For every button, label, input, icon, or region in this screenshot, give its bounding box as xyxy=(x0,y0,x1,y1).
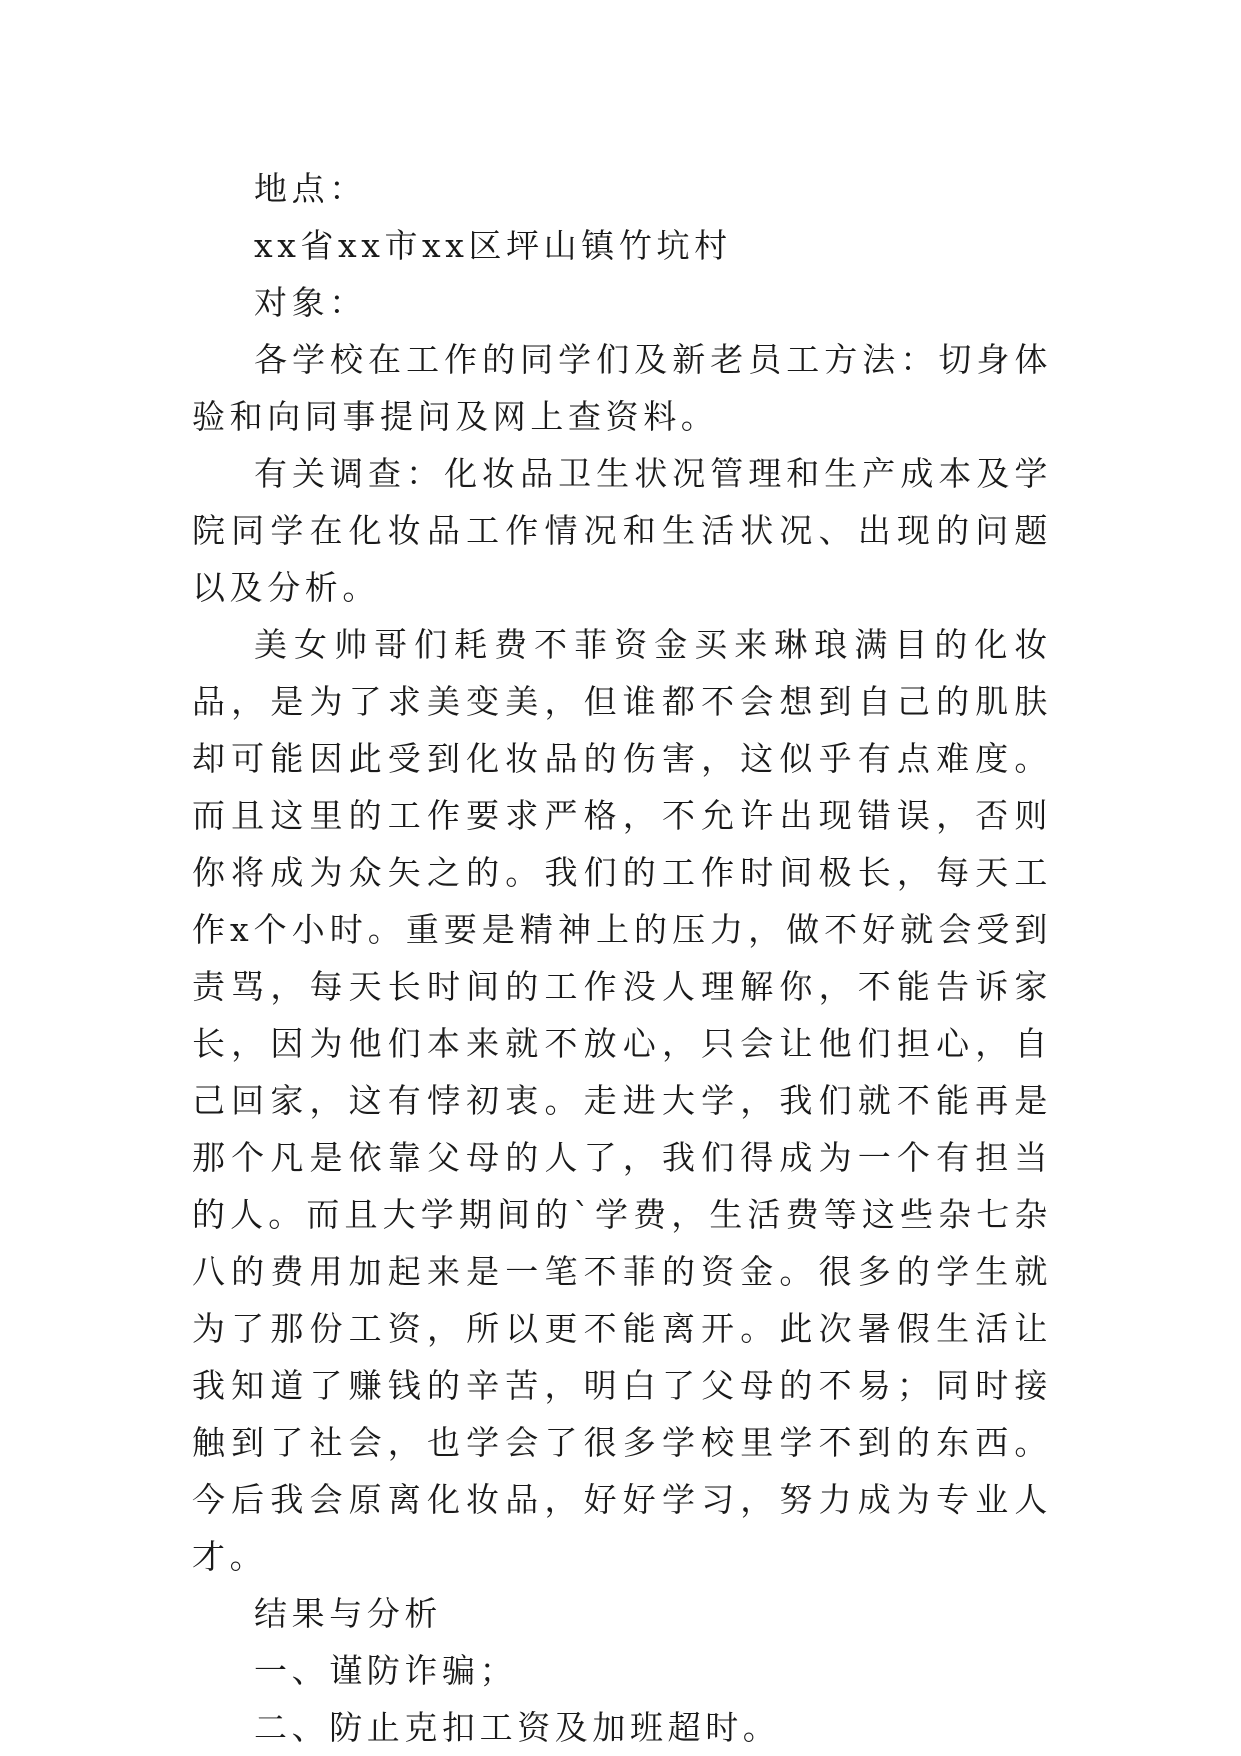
survey-topic-paragraph: 有关调查：化妆品卫生状况管理和生产成本及学院同学在化妆品工作情况和生活状况、出现的问题以及分析。 xyxy=(192,454,1052,607)
location-label: 地点： xyxy=(254,169,367,208)
result-item-2: 二、防止克扣工资及加班超时。 xyxy=(254,1708,781,1747)
body-paragraph: 美女帅哥们耗费不菲资金买来琳琅满目的化妆品，是为了求美变美，但谁都不会想到自己的肌肤却可能因此受到化妆品的伤害，这似乎有点难度。而且这里的工作要求严格，不允许出现错误，否则你将成为众矢之的。我们的工作时间极长，每天工作x个小时。重要是精神上的压力，做不好就会受到责骂，每天长时间的工作没人理解你，不能告诉家长，因为他们本来就不放心，只会让他们担心，自己回家，这有悖初衷。走进大学，我们就不能再是那个凡是依靠父母的人了，我们得成为一个有担当的人。而且大学期间的`学费，生活费等这些杂七杂八的费用加起来是一笔不菲的资金。很多的学生就为了那份工资，所以更不能离开。此次暑假生活让我知道了赚钱的辛苦，明白了父母的不易；同时接触到了社会，也学会了很多学校里学不到的东西。今后我会原离化妆品，好好学习，努力成为专业人才。 xyxy=(192,625,1052,1576)
location-value: xx省xx市xx区坪山镇竹坑村 xyxy=(254,226,732,265)
subject-label: 对象： xyxy=(254,283,367,322)
subject-method-paragraph: 各学校在工作的同学们及新老员工方法：切身体验和向同事提问及网上查资料。 xyxy=(192,340,1052,436)
results-heading: 结果与分析 xyxy=(254,1594,442,1633)
result-item-1: 一、谨防诈骗； xyxy=(254,1651,518,1690)
document-body xyxy=(192,160,1052,1756)
